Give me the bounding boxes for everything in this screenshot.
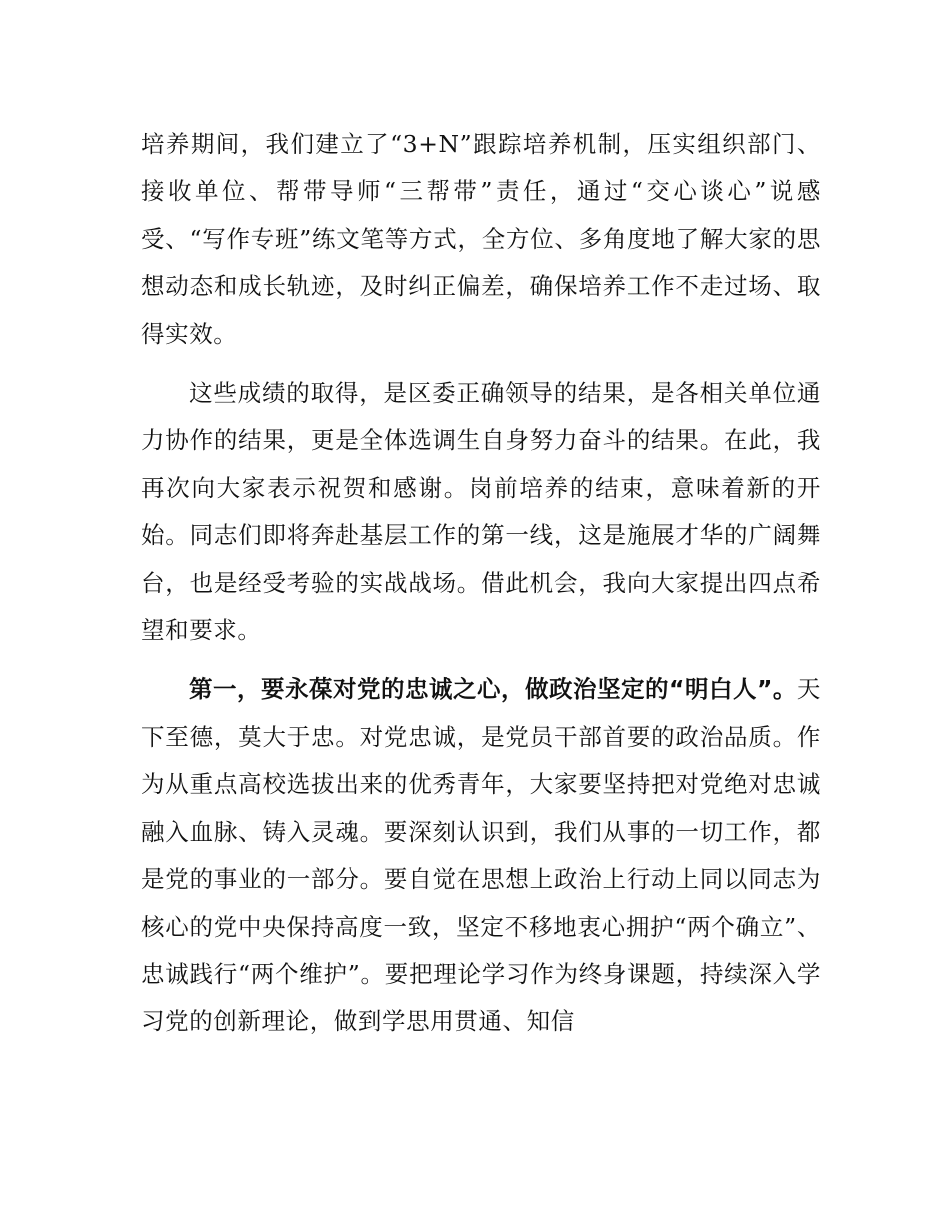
- section-heading: 第一，要永葆对党的忠诚之心，做政治坚定的“明白人”。: [189, 675, 797, 704]
- paragraph-text: 培养期间，我们建立了“3+N”跟踪培养机制，压实组织部门、接收单位、帮带导师“三帮带”责任，通过“交心谈心”说感受、“写作专班”练文笔等方式，全方位、多角度地了解大家的思想动态和成长轨迹，及时纠正偏差，确保培养工作不走过场、取得实效。: [141, 130, 821, 348]
- paragraph-achievements: [141, 370, 821, 654]
- paragraph-training-mechanism: [141, 121, 821, 358]
- paragraph-first-requirement: [141, 666, 821, 1045]
- document-page: [141, 121, 821, 1046]
- paragraph-text: 这些成绩的取得，是区委正确领导的结果，是各相关单位通力协作的结果，更是全体选调生自身努力奋斗的结果。在此，我再次向大家表示祝贺和感谢。岗前培养的结束，意味着新的开始。同志们即将奔赴基层工作的第一线，这是施展才华的广阔舞台，也是经受考验的实战战场。借此机会，我向大家提出四点希望和要求。: [141, 379, 821, 645]
- paragraph-text: 天下至德，莫大于忠。对党忠诚，是党员干部首要的政治品质。作为从重点高校选拔出来的优秀青年，大家要坚持把对党绝对忠诚融入血脉、铸入灵魂。要深刻认识到，我们从事的一切工作，都是党的事业的一部分。要自觉在思想上政治上行动上同以同志为核心的党中央保持高度一致，坚定不移地衷心拥护“两个确立”、忠诚践行“两个维护”。要把理论学习作为终身课题，持续深入学习党的创新理论，做到学思用贯通、知信: [141, 675, 821, 1036]
